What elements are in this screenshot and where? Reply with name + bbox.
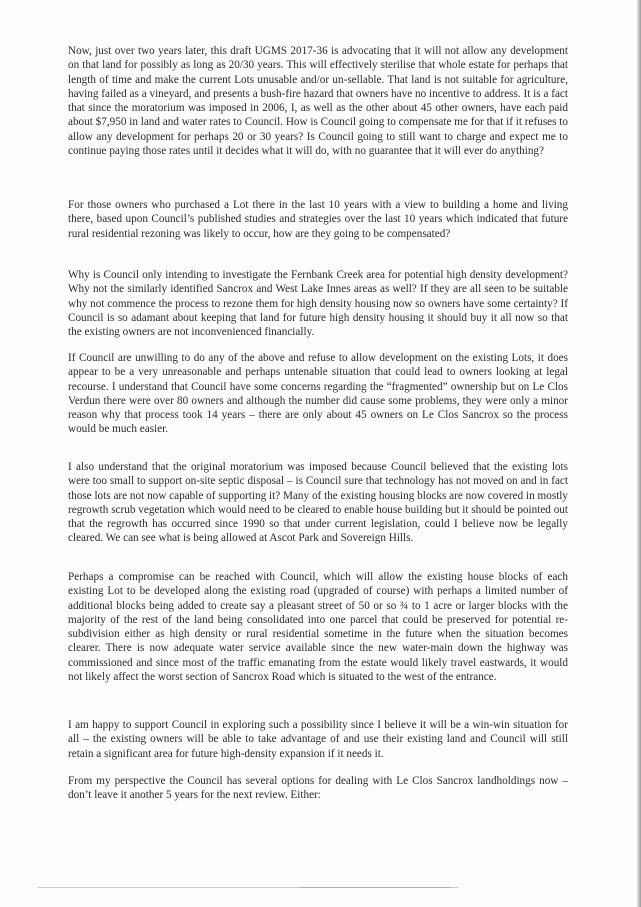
paragraph-7: I am happy to support Council in exploring such a possibility since I believe it will be a win-win situation for all – the existing owners will be able to take advantage of and use their existing land and Council will still retain a significant area for future high-density expansion if it needs it.	[68, 719, 568, 760]
scan-bottom-line-accent	[300, 887, 450, 888]
paragraph-3: Why is Council only intending to investigate the Fernbank Creek area for potential high density development? Why not the similarly identified Sancrox and West Lake Innes areas as well? If they are all seen to be suitable why not commence the process to rezone them for high density housing now so owners have some certainty? If Council is so adamant about keeping that land for future high density housing it should buy it all now so that the existing owners are not inconvenienced financially.	[68, 269, 568, 338]
paragraph-2: For those owners who purchased a Lot there in the last 10 years with a view to building a home and living there, based upon Council’s published studies and strategies over the last 10 years which indicated that future rural residential rezoning was likely to occur, how are they going to be compensated?	[68, 199, 568, 240]
paragraph-1: Now, just over two years later, this draft UGMS 2017-36 is advocating that it will not allow any development on that land for possibly as long as 20/30 years. This will effectively sterilise that whole estate for perhaps that length of time and make the current Lots unusable and/or un-sellable. That land is not suitable for agriculture, having failed as a vineyard, and presents a bush-fire hazard that owners have no incentive to address. It is a fact that since the moratorium was imposed in 2006, I, as well as the other about 45 other owners, have each paid about $7,950 in land and water rates to Council. How is Council going to compensate me for that if it refuses to allow any development for perhaps 20 or 30 years? Is Council going to still want to charge and expect me to continue paying those rates until it decides what it will do, with no guarantee that it will ever do anything?	[68, 45, 568, 157]
paragraph-6: Perhaps a compromise can be reached with Council, which will allow the existing house blocks of each existing Lot to be developed along the existing road (upgraded of course) with perhaps a limited number of additional blocks being added to create say a pleasant street of 50 or so ¾ to 1 acre or larger blocks with the majority of the rest of the land being consolidated into one parcel that could be preserved for potential re-subdivision either as high density or rural residential sometime in the future when the situation becomes clearer. There is now adequate water service available since the new water-main down the highway was commissioned and since most of the traffic emanating from the estate would likely travel eastwards, it would not likely affect the worst section of Sancrox Road which is situated to the west of the entrance.	[68, 571, 568, 683]
paragraph-8: From my perspective the Council has several options for dealing with Le Clos Sancrox landholdings now – don’t leave it another 5 years for the next review. Either:	[68, 775, 568, 802]
paragraph-4: If Council are unwilling to do any of the above and refuse to allow development on the existing Lots, it does appear to be a very unreasonable and perhaps untenable situation that could lead to owners looking at legal recourse. I understand that Council have some concerns regarding the “fragmented” ownership but on Le Clos Verdun there were over 80 owners and although the number did cause some problems, they were only a minor reason why that process took 14 years – there are only about 45 owners on Le Clos Sancrox so the process would be much easier.	[68, 352, 568, 436]
scan-page-edge	[637, 0, 641, 907]
paragraph-5: I also understand that the original moratorium was imposed because Council believed that the existing lots were too small to support on-site septic disposal – is Council sure that technology has not moved on and in fact those lots are not now capable of supporting it? Many of the existing housing blocks are now covered in mostly regrowth scrub vegetation which would need to be cleared to enable house building but it should be pointed out that the regrowth has occurred since 1990 so that under current legislation, could I believe now be legally cleared. We can see what is being allowed at Ascot Park and Sovereign Hills.	[68, 461, 568, 545]
